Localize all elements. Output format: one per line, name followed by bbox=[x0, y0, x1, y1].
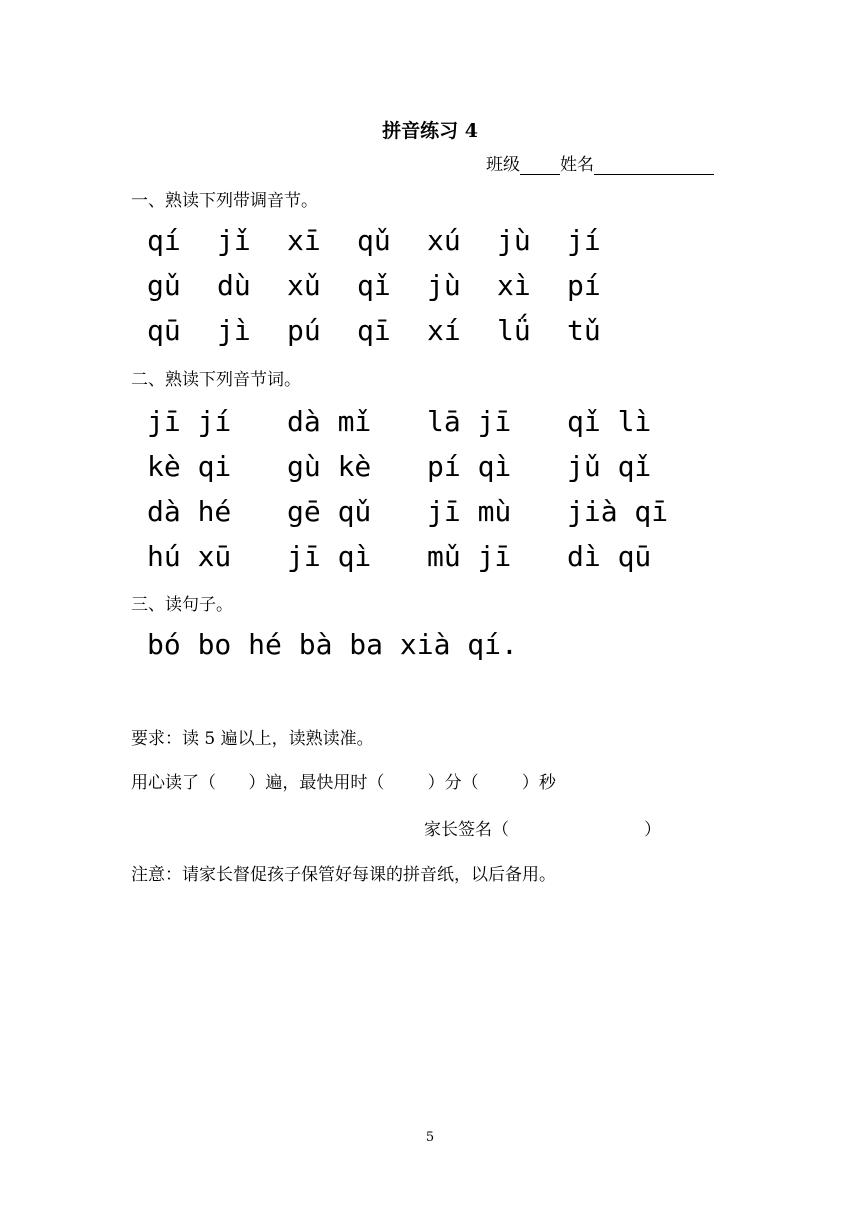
word-row bbox=[147, 450, 707, 483]
syllable: xú bbox=[427, 224, 461, 257]
syllable: jí bbox=[567, 224, 601, 257]
syllable: jù bbox=[427, 269, 461, 302]
syllable: gǔ bbox=[147, 269, 181, 302]
word-row bbox=[147, 495, 707, 528]
syllable: qǐ bbox=[357, 269, 391, 302]
word: jī qì bbox=[287, 540, 372, 573]
word: mǔ jī bbox=[427, 540, 512, 573]
page-title: 拼音练习 4 bbox=[382, 120, 478, 142]
reading-record: 用心读了（ ）遍，最快用时（ ）分（ ）秒 bbox=[131, 773, 556, 793]
parent-signature: 家长签名（ ） bbox=[424, 820, 662, 840]
word: dì qū bbox=[567, 540, 652, 573]
word: jǔ qǐ bbox=[567, 450, 652, 483]
syllable: dù bbox=[217, 269, 251, 302]
word: jià qī bbox=[567, 495, 669, 528]
word: lā jī bbox=[427, 405, 512, 438]
syllable: xǔ bbox=[287, 269, 321, 302]
syllable: jǐ bbox=[217, 224, 251, 257]
syllable: jù bbox=[497, 224, 531, 257]
section3-heading: 三、读句子。 bbox=[131, 595, 233, 615]
word: gē qǔ bbox=[287, 495, 372, 528]
word: dà hé bbox=[147, 495, 232, 528]
word: hú xū bbox=[147, 540, 232, 573]
syllable: lǘ bbox=[497, 314, 531, 347]
note-text: 注意：请家长督促孩子保管好每课的拼音纸，以后备用。 bbox=[131, 865, 556, 885]
syllable-row bbox=[147, 314, 637, 347]
word: qǐ lì bbox=[567, 405, 652, 438]
syllable-row bbox=[147, 224, 637, 257]
syllable-row bbox=[147, 269, 637, 302]
syllable: pí bbox=[567, 269, 601, 302]
syllable: tǔ bbox=[567, 314, 601, 347]
syllable: xì bbox=[497, 269, 531, 302]
name-label: 姓名 bbox=[560, 155, 594, 175]
word-row bbox=[147, 405, 707, 438]
requirement-text: 要求：读 5 遍以上，读熟读准。 bbox=[131, 729, 374, 749]
word: pí qì bbox=[427, 450, 512, 483]
word: dà mǐ bbox=[287, 405, 372, 438]
syllable: qí bbox=[147, 224, 181, 257]
word: jī mù bbox=[427, 495, 512, 528]
page-number: 5 bbox=[425, 1130, 435, 1145]
word-row bbox=[147, 540, 707, 573]
syllable: xí bbox=[427, 314, 461, 347]
practice-sentence: bó bo hé bà ba xià qí. bbox=[147, 628, 518, 661]
syllable: pú bbox=[287, 314, 321, 347]
word: gù kè bbox=[287, 450, 372, 483]
syllable: xī bbox=[287, 224, 321, 257]
class-label: 班级 bbox=[486, 155, 520, 175]
syllable: jì bbox=[217, 314, 251, 347]
word: jī jí bbox=[147, 405, 232, 438]
syllable: qǔ bbox=[357, 224, 391, 257]
class-name-line bbox=[486, 150, 714, 175]
section1-heading: 一、熟读下列带调音节。 bbox=[131, 191, 318, 211]
section2-heading: 二、熟读下列音节词。 bbox=[131, 370, 301, 390]
syllable: qū bbox=[147, 314, 181, 347]
syllable: qī bbox=[357, 314, 391, 347]
word: kè qi bbox=[147, 450, 232, 483]
class-blank bbox=[520, 156, 560, 175]
name-blank bbox=[594, 156, 714, 175]
